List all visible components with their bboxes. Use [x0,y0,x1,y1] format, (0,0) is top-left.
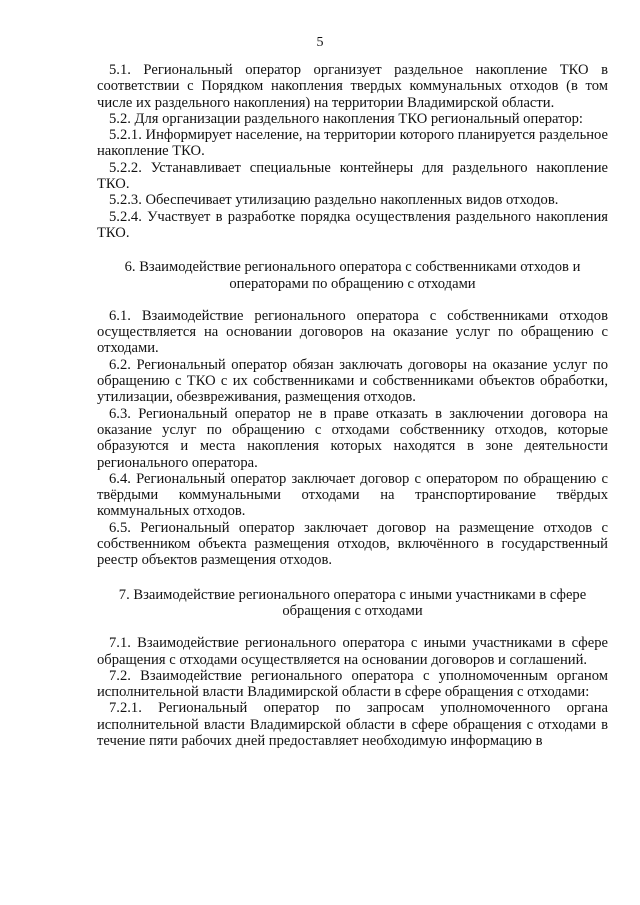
section-7-heading: 7. Взаимодействие регионального оператора с иными участниками в сфере обращения с отходами [118,586,587,619]
spacer [97,292,608,308]
paragraph-7-2-1: 7.2.1. Региональный оператор по запросам уполномоченного органа исполнительной власти Владимирской области в сфере обращения с отходами в течение пяти рабочих дней предоставляет необходимую информацию в [97,700,608,749]
paragraph-6-1: 6.1. Взаимодействие регионального оператора с собственниками отходов осуществляется на основании договоров на оказание услуг по обращению с отходами. [97,307,608,357]
paragraph-6-5: 6.5. Региональный оператор заключает договор на размещение отходов с собственником объекта размещения отходов, включённого в государственный реестр объектов размещения отходов. [97,519,608,569]
page-number: 5 [316,35,324,50]
paragraph-5-2-2: 5.2.2. Устанавливает специальные контейнеры для раздельного накопление ТКО. [97,159,608,193]
paragraph-5-1: 5.1. Региональный оператор организует раздельное накопление ТКО в соответствии с Порядком накопления твердых коммунальных отходов (в том числе их раздельного накопления) на территории Владимирской области. [97,62,608,111]
spacer [97,569,608,587]
paragraph-5-2-1: 5.2.1. Информирует население, на территории которого планируется раздельное накопление ТКО. [97,127,608,160]
document-body [97,62,608,749]
paragraph-6-3: 6.3. Региональный оператор не в праве отказать в заключении договора на оказание услуг по обращению с отходами собственнику отходов, которые образуются и места накопления которых находятся в зоне деятельности регионального оператора. [97,405,608,471]
section-6-heading: 6. Взаимодействие регионального оператора с собственниками отходов и операторами по обращению с отходами [124,259,581,292]
paragraph-5-2-4: 5.2.4. Участвует в разработке порядка осуществления раздельного накопления ТКО. [97,208,608,241]
spacer [97,241,608,259]
paragraph-5-2-3: 5.2.3. Обеспечивает утилизацию раздельно накопленных видов отходов. [109,192,559,209]
paragraph-6-4: 6.4. Региональный оператор заключает договор с оператором по обращению с твёрдыми коммунальными отходами на транспортирование твёрдых коммунальных отходов. [97,470,608,520]
paragraph-6-2: 6.2. Региональный оператор обязан заключать договоры на оказание услуг по обращению с ТКО с их собственниками и собственниками объектов обработки, утилизации, обезвреживания, размещения отходов. [97,356,608,406]
paragraph-7-2: 7.2. Взаимодействие регионального оператора с уполномоченным органом исполнительной власти Владимирской области в сфере обращения с отходами: [97,667,608,701]
spacer [97,619,608,635]
paragraph-5-2: 5.2. Для организации раздельного накопления ТКО региональный оператор: [109,110,583,127]
paragraph-7-1: 7.1. Взаимодействие регионального оператора с иными участниками в сфере обращения с отходами осуществляется на основании договоров и соглашений. [97,635,608,668]
